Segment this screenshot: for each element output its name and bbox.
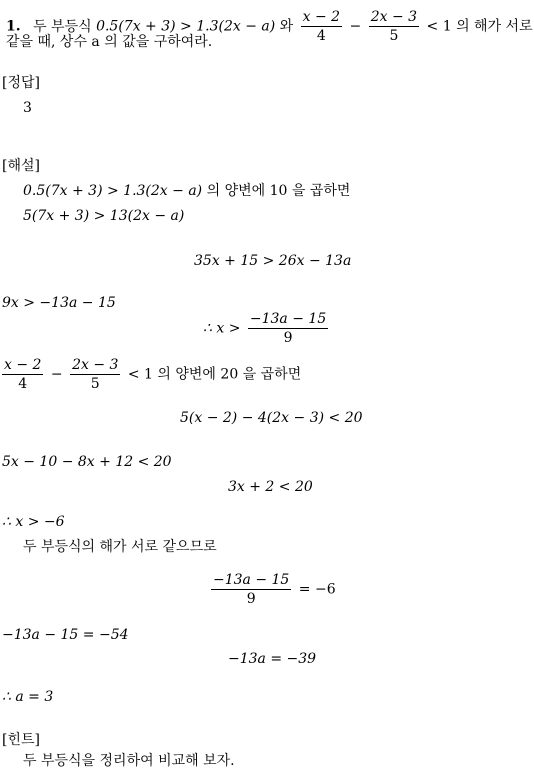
- solution-step-8: 5x − 10 − 8x + 12 < 20: [2, 454, 172, 470]
- problem-number: 1.: [6, 18, 21, 35]
- solution-step-5-denominator: 9: [283, 330, 293, 346]
- fraction-2-numerator: 2x − 3: [370, 9, 418, 25]
- solution-step-2: 5(7x + 3) > 13(2x − a): [23, 208, 185, 224]
- solution-step-9: 3x + 2 < 20: [228, 479, 313, 495]
- solution-step-6-numerator-1: x − 2: [4, 357, 42, 373]
- solution-step-14: −13a = −39: [228, 651, 317, 667]
- solution-step-1-tail: 의 양변에 10 을 곱하면: [202, 183, 351, 199]
- fraction-1-numerator: x − 2: [302, 9, 341, 25]
- solution-step-12-fraction: [211, 572, 291, 607]
- solution-step-5-prefix: ∴ x >: [203, 320, 245, 337]
- solution-step-6-fraction-1: [2, 357, 43, 392]
- solution-step-5: [203, 311, 331, 346]
- solution-step-6-numerator-2: 2x − 3: [72, 357, 119, 373]
- problem-inequality-2-tail: < 1: [426, 18, 452, 35]
- solution-step-6-denominator-2: 5: [90, 376, 100, 392]
- answer-value: 3: [23, 100, 32, 116]
- fraction-2-denominator: 5: [389, 28, 399, 44]
- problem-prefix: 두 부등식: [33, 18, 97, 35]
- problem-fraction-1: [301, 9, 342, 44]
- problem-minus: −: [349, 18, 366, 35]
- answer-label: [정답]: [2, 75, 40, 91]
- solution-step-6: [2, 357, 301, 392]
- solution-step-10: ∴ x > −6: [2, 514, 65, 530]
- fraction-1-denominator: 4: [316, 28, 326, 44]
- problem-inequality-1: 0.5(7x + 3) > 1.3(2x − a): [96, 18, 276, 35]
- problem-suffix: 의 해가 서로: [456, 18, 533, 35]
- solution-step-5-fraction: [248, 311, 328, 346]
- solution-step-6-fraction-2: [70, 357, 120, 392]
- solution-label: [해설]: [2, 158, 40, 174]
- solution-step-12-denominator: 9: [246, 591, 256, 607]
- problem-connector: 와: [279, 18, 298, 35]
- solution-step-5-numerator: −13a − 15: [249, 311, 327, 327]
- hint-text: 두 부등식을 정리하여 비교해 보자.: [23, 753, 235, 769]
- solution-step-12-numerator: −13a − 15: [213, 572, 290, 588]
- solution-step-7: 5(x − 2) − 4(2x − 3) < 20: [180, 410, 363, 426]
- solution-step-1-expression: 0.5(7x + 3) > 1.3(2x − a): [23, 183, 203, 199]
- solution-step-4: 9x > −13a − 15: [2, 295, 116, 311]
- solution-step-6-denominator-1: 4: [18, 376, 28, 392]
- solution-step-11: 두 부등식의 해가 서로 같으므로: [23, 539, 217, 555]
- solution-step-3: 35x + 15 > 26x − 13a: [194, 253, 352, 269]
- problem-line-2: 같을 때, 상수 a 의 값을 구하여라.: [6, 34, 213, 50]
- hint-label: [힌트]: [2, 732, 40, 748]
- solution-step-1: [23, 182, 350, 200]
- solution-step-15: ∴ a = 3: [2, 689, 54, 705]
- solution-step-13: −13a − 15 = −54: [2, 627, 129, 643]
- solution-step-6-minus: −: [50, 366, 68, 383]
- solution-step-6-tail: < 1 의 양변에 20 을 곱하면: [127, 366, 302, 383]
- solution-step-12-tail: = −6: [298, 581, 336, 598]
- problem-fraction-2: [369, 9, 419, 44]
- solution-step-12: [208, 572, 336, 607]
